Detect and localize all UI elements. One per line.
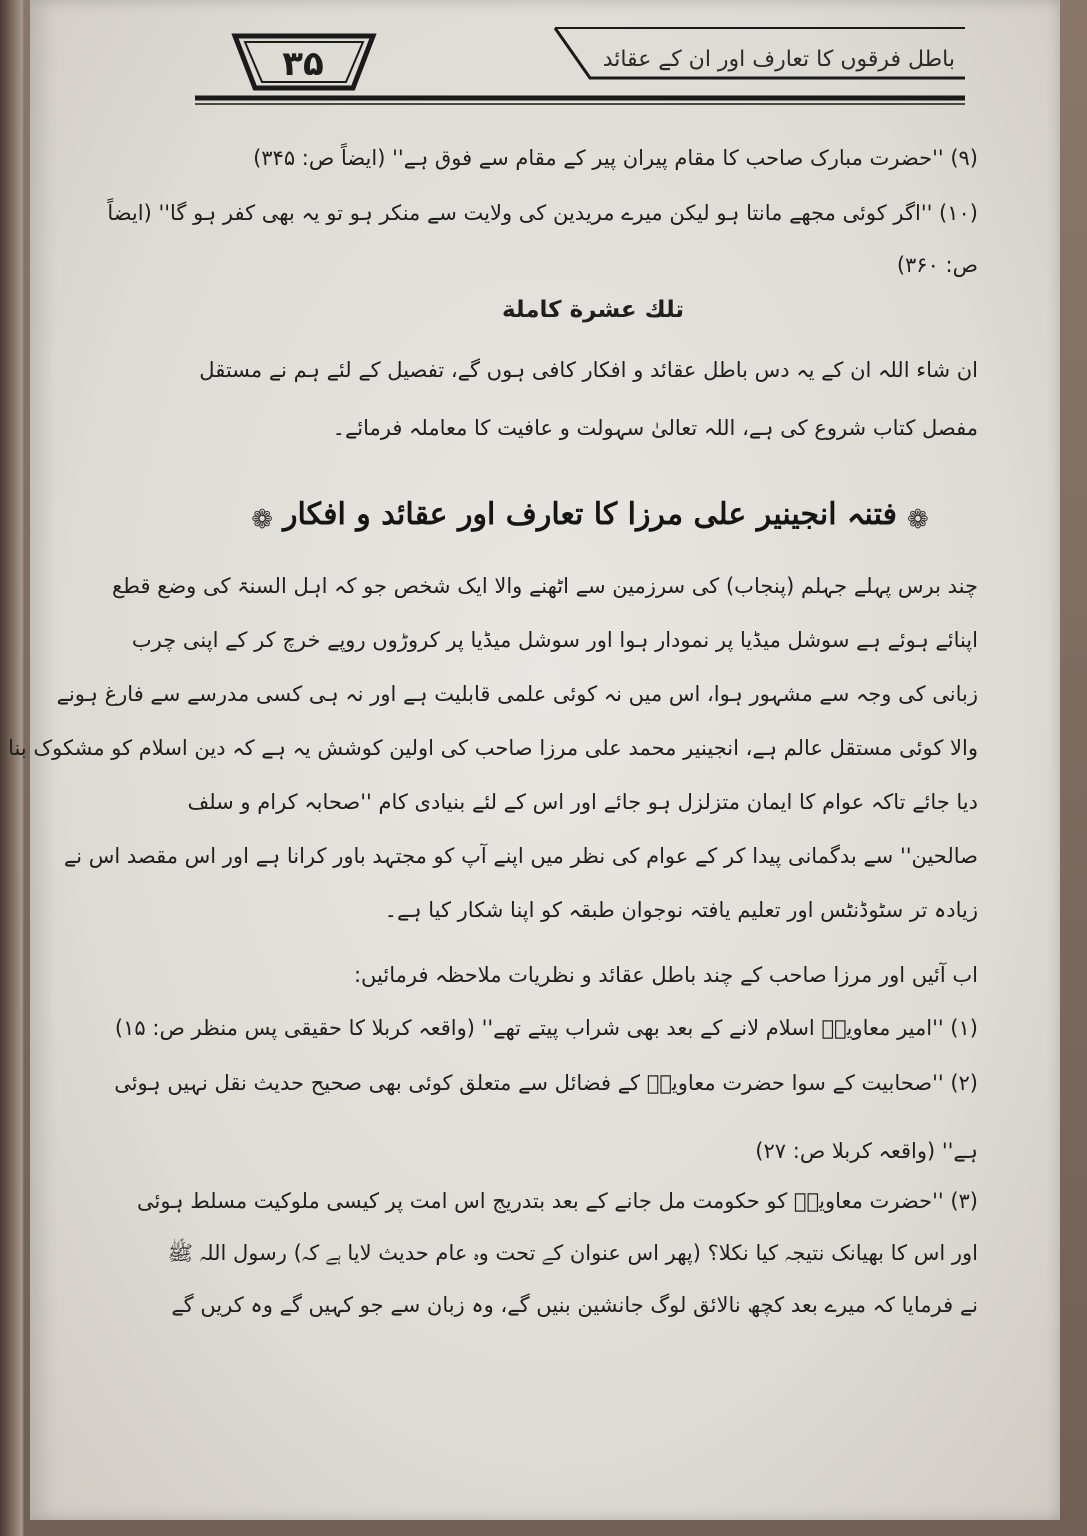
- text-line: چند برس پہلے جہلم (پنجاب) کی سرزمین سے اٹھنے والا ایک شخص جو کہ اہل السنۃ کی وضع قطع: [112, 574, 978, 598]
- text-line: اب آئیں اور مرزا صاحب کے چند باطل عقائد و نظریات ملاحظہ فرمائیں:: [353, 963, 978, 987]
- text-line: ص: ۳۶۰): [896, 253, 978, 277]
- text-line: زیادہ تر سٹوڈنٹس اور تعلیم یافتہ نوجوان طبقہ کو اپنا شکار کیا ہے۔: [384, 898, 978, 922]
- list-item: (۲) ''صحابیت کے سوا حضرت معاویہؓ کے فضائل سے متعلق کوئی بھی صحیح حدیث نقل نہیں ہوئی: [114, 1071, 978, 1095]
- text-line: ان شاء اللہ ان کے یہ دس باطل عقائد و افکار کافی ہوں گے، تفصیل کے لئے ہم نے مستقل: [199, 358, 978, 382]
- text-line: (۱۰) ''اگر کوئی مجھے مانتا ہو لیکن میرے مریدین کی ولایت سے منکر ہو تو یہ بھی کفر ہو گا'' (ایضاً: [107, 201, 978, 225]
- list-item: اور اس کا بھیانک نتیجہ کیا نکلا؟ (پھر اس عنوان کے تحت وہ عام حدیث لایا ہے کہ) رسول اللہ ﷺ: [167, 1241, 978, 1265]
- list-item: نے فرمایا کہ میرے بعد کچھ نالائق لوگ جانشین بنیں گے، وہ زبان سے جو کہیں گے وہ کریں گے: [171, 1293, 978, 1317]
- book-page: [8, 0, 1060, 1520]
- running-title: باطل فرقوں کا تعارف اور ان کے عقائد: [602, 47, 955, 72]
- list-item: (۱) ''امیر معاویہؓ اسلام لانے کے بعد بھی شراب پیتے تھے'' (واقعہ کربلا کا حقیقی پس منظر ص: ۱۵): [114, 1016, 978, 1040]
- page-header: [195, 28, 965, 108]
- list-item: ہے'' (واقعہ کربلا ص: ۲۷): [755, 1139, 978, 1163]
- text-line: اپنائے ہوئے ہے سوشل میڈیا پر نمودار ہوا اور سوشل میڈیا پر کروڑوں روپے خرچ کر کے اپنی چرب: [131, 628, 978, 652]
- ornament-icon: ❁: [251, 505, 273, 536]
- section-title: فتنہ انجینیر علی مرزا کا تعارف اور عقائد و افکار: [282, 497, 898, 532]
- text-line: والا کوئی مستقل عالم ہے، انجینیر محمد علی مرزا صاحب کی اولین کوشش یہ ہے کہ دین اسلام کو مشکوک بنا: [8, 736, 978, 760]
- page-number: ۳۵: [282, 44, 324, 84]
- text-line: (۹) ''حضرت مبارک صاحب کا مقام پیران پیر کے مقام سے فوق ہے'' (ایضاً ص: ۳۴۵): [253, 146, 978, 170]
- section-title-block: [230, 485, 950, 545]
- list-item: (۳) ''حضرت معاویہؓ کو حکومت مل جانے کے بعد بتدریج اس امت پر کیسی ملوکیت مسلط ہوئی: [137, 1189, 978, 1213]
- arabic-heading: تلك عشرة كاملة: [501, 297, 685, 323]
- ornament-icon: ❁: [907, 505, 929, 536]
- text-line: دیا جائے تاکہ عوام کا ایمان متزلزل ہو جائے اور اس کے لئے بنیادی کام ''صحابہ کرام و سلف: [187, 790, 978, 814]
- text-line: صالحین'' سے بدگمانی پیدا کر کے عوام کی نظر میں اپنے آپ کو مجتہد باور کرانا ہے اور اس مقصد اس نے: [63, 844, 978, 868]
- text-line: مفصل کتاب شروع کی ہے، اللہ تعالیٰ سہولت و عافیت کا معاملہ فرمائے۔: [332, 416, 978, 440]
- text-line: زبانی کی وجہ سے مشہور ہوا، اس میں نہ کوئی علمی قابلیت ہے اور نہ ہی کسی مدرسے سے فارغ ہونے: [56, 682, 978, 706]
